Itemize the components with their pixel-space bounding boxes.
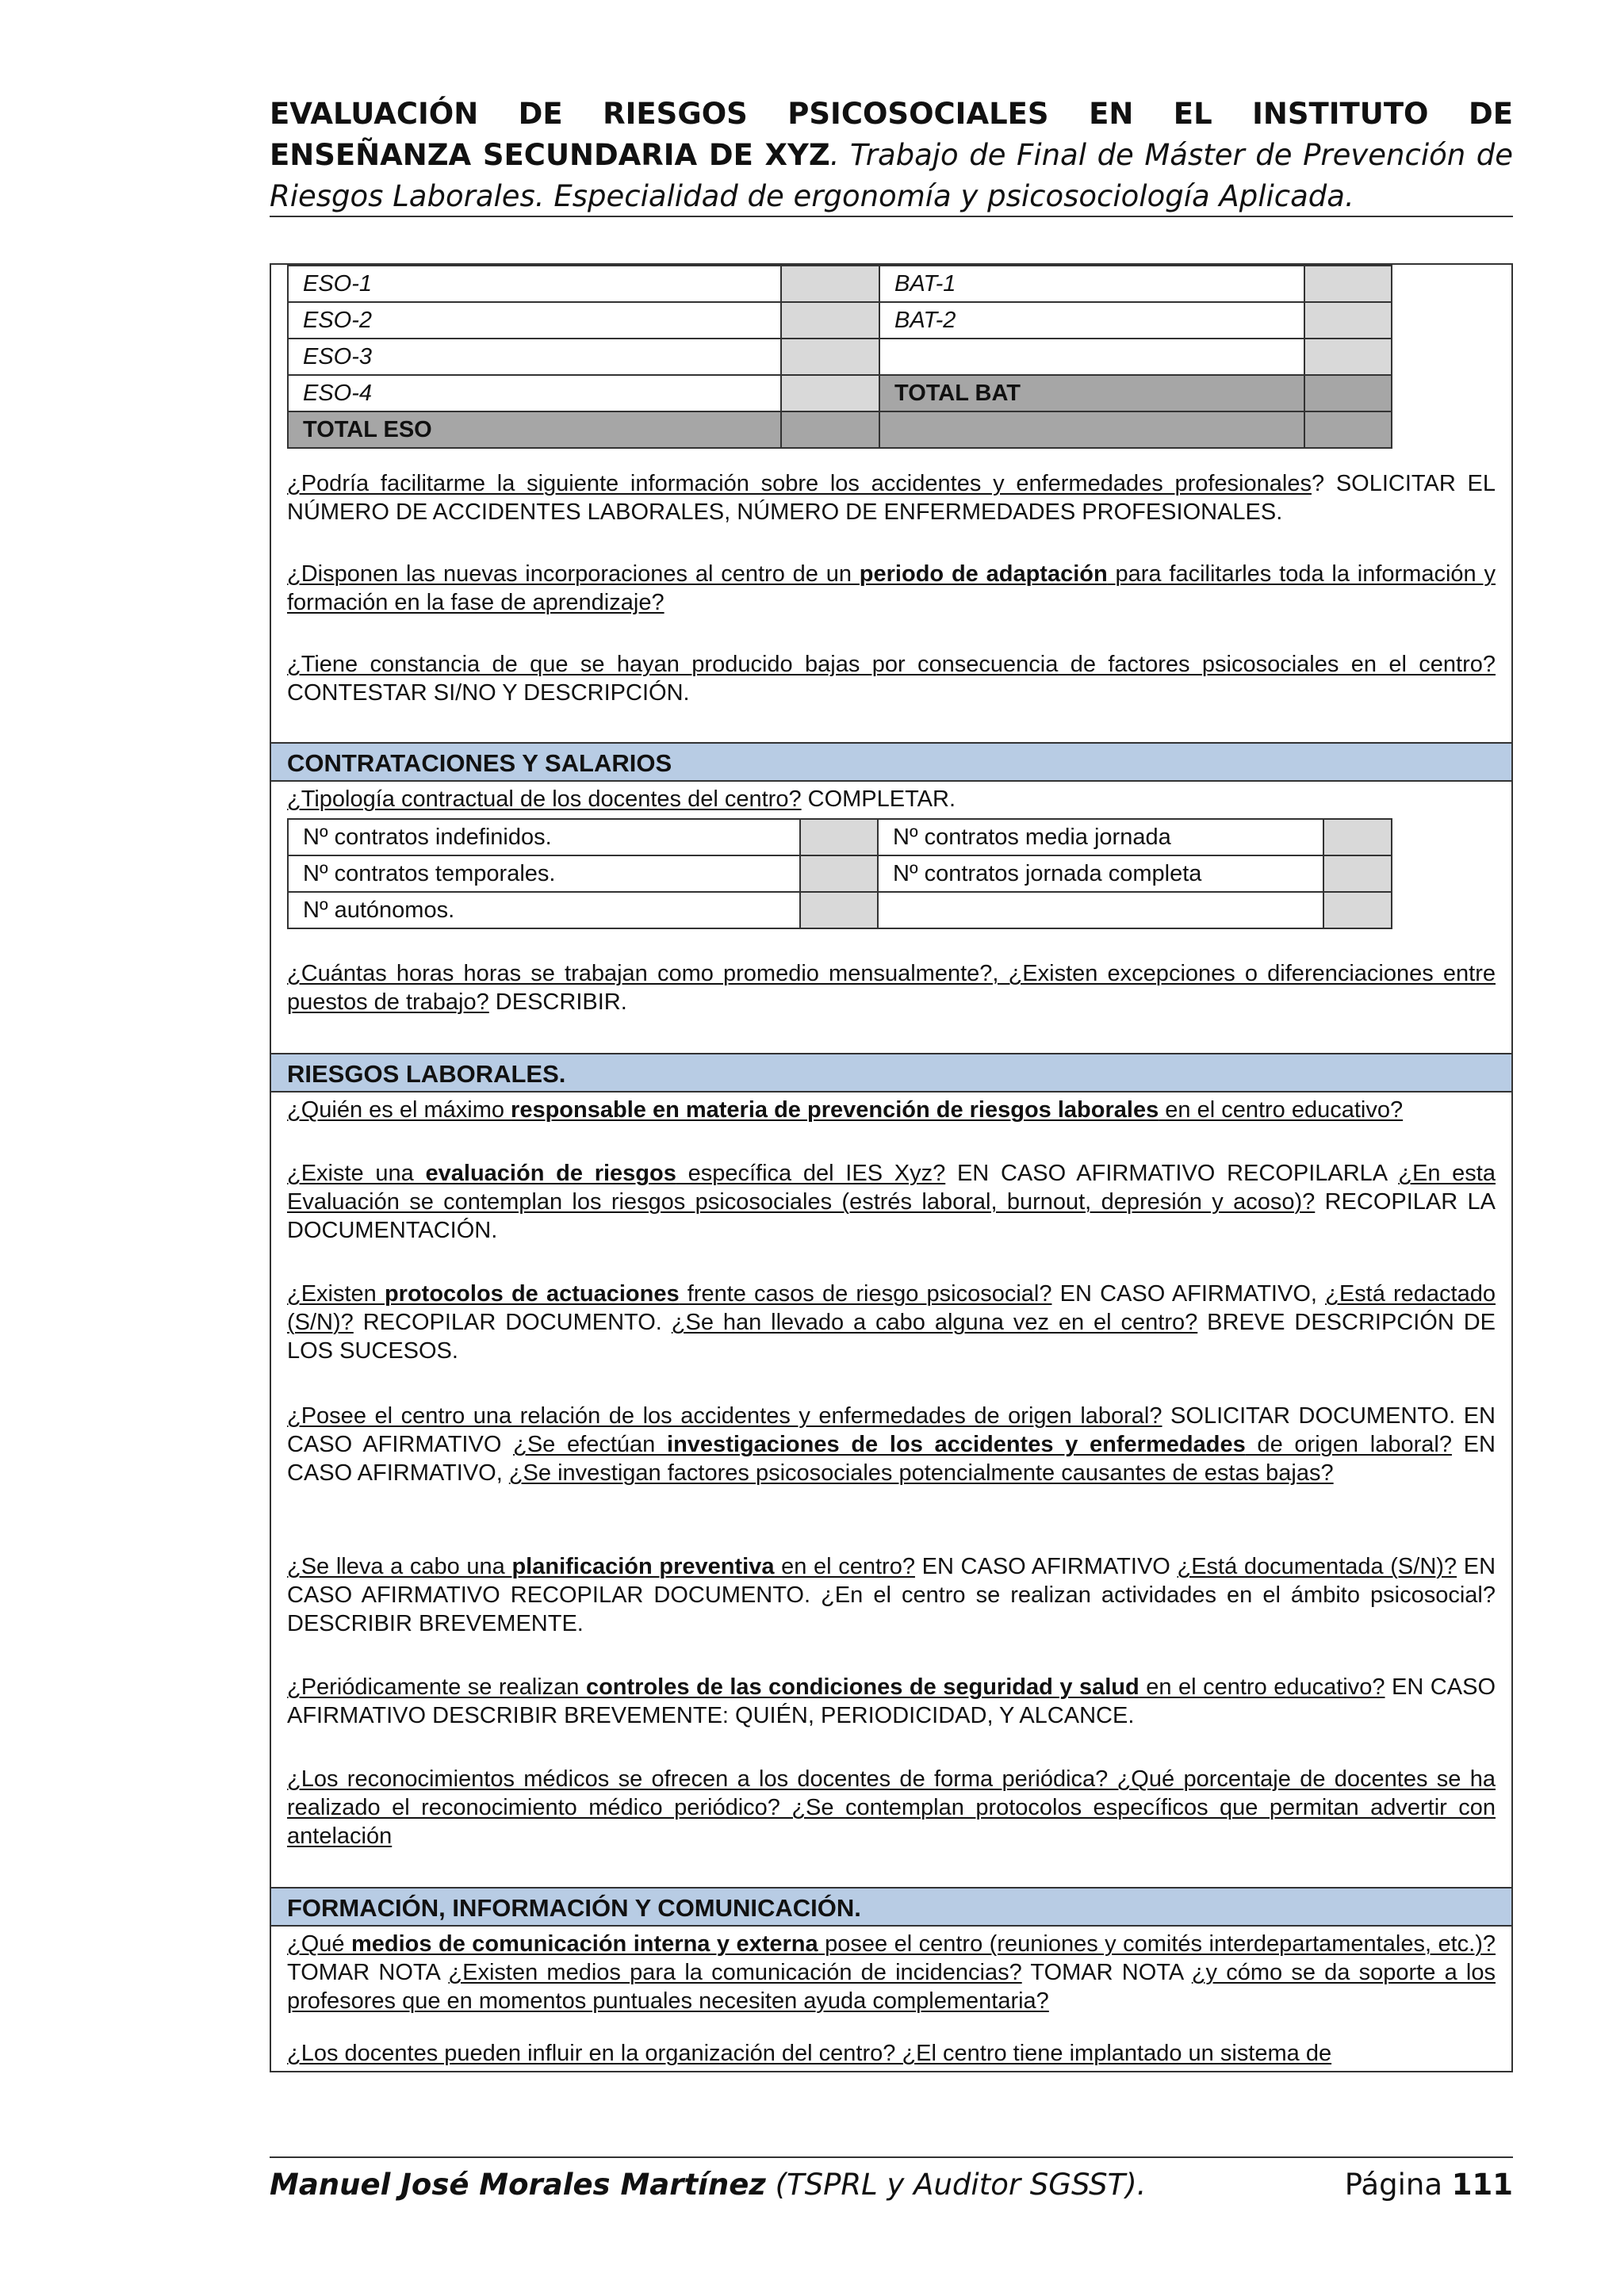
course-label: ESO-1 [288,266,781,302]
table-row [288,892,1392,928]
footer-divider [270,2156,1513,2158]
question-protocolos: ¿Existen protocolos de actuaciones frente casos de riesgo psicosocial? EN CASO AFIRMATIVO, ¿Está redactado (S/N)? RECOPILAR DOCUMENTO. ¿Se han llevado a cabo alguna vez en el centro? BREVE DESCRIPCIÓN DE LOS SUCESOS. [287,1281,1496,1364]
contract-label: Nº contratos jornada completa [878,855,1323,892]
contract-input-cell[interactable] [1323,892,1392,928]
question-responsable: ¿Quién es el máximo responsable en materia de prevención de riesgos laborales en el centro educativo? [287,1097,1404,1123]
contract-input-cell[interactable] [1323,855,1392,892]
contract-input-cell[interactable] [1323,819,1392,855]
question-organizacion: ¿Los docentes pueden influir en la organización del centro? ¿El centro tiene implantado un sistema de [287,2041,1332,2066]
question-planificacion: ¿Se lleva a cabo una planificación preventiva en el centro? EN CASO AFIRMATIVO ¿Está documentada (S/N)? EN CASO AFIRMATIVO RECOPILAR DOCUMENTO. ¿En el centro se realizan actividades en el ámbito psicosocial? DESCRIBIR BREVEMENTE. [287,1554,1496,1636]
contract-input-cell[interactable] [800,855,878,892]
total-eso-label: TOTAL ESO [288,411,781,448]
course-input-cell[interactable] [781,266,879,302]
course-label: BAT-1 [879,266,1304,302]
course-label: ESO-4 [288,375,781,411]
total-eso-cell[interactable] [781,411,879,448]
total-empty-cell [879,411,1304,448]
course-table [287,265,1392,449]
course-label [879,339,1304,375]
contract-label: Nº contratos indefinidos. [288,819,800,855]
question-adaptacion: ¿Disponen las nuevas incorporaciones al centro de un periodo de adaptación para facilitarles toda la información y formación en la fase de aprendizaje? [287,561,1496,615]
contract-input-cell[interactable] [800,892,878,928]
table-row [288,302,1392,339]
table-row [288,375,1392,411]
table-row [288,819,1392,855]
question-evaluacion: ¿Existe una evaluación de riesgos específica del IES Xyz? EN CASO AFIRMATIVO RECOPILARLA ¿En esta Evaluación se contemplan los riesgos psicosociales (estrés laboral, burnout, depresión y acoso)? RECOPILAR LA DOCUMENTACIÓN. [287,1161,1496,1243]
header-subtitle: . Trabajo de Final de Máster de Prevención de Riesgos Laborales. Especialidad de ergonomía y psicosociología Aplicada. [270,138,1513,213]
contract-label [878,892,1323,928]
footer-role: (TSPRL y Auditor SGSST). [765,2168,1147,2202]
total-bat-label: TOTAL BAT [879,375,1304,411]
table-row [288,411,1392,448]
question-reconocimientos: ¿Los reconocimientos médicos se ofrecen a los docentes de forma periódica? ¿Qué porcentaje de docentes se ha realizado el reconocimiento médico periódico? ¿Se contemplan protocolos específicos que permitan advertir con antelación [287,1766,1496,1849]
total-empty-cell [1304,411,1392,448]
total-bat-cell[interactable] [1304,375,1392,411]
course-input-cell[interactable] [1304,266,1392,302]
table-row [288,339,1392,375]
table-row [288,266,1392,302]
course-input-cell[interactable] [1304,339,1392,375]
question-medios-comunicacion: ¿Qué medios de comunicación interna y externa posee el centro (reuniones y comités interdepartamentales, etc.)? TOMAR NOTA ¿Existen medios para la comunicación de incidencias? TOMAR NOTA ¿y cómo se da soporte a los profesores que en momentos puntuales necesiten ayuda complementaria? [287,1931,1496,2014]
question-horas: ¿Cuántas horas horas se trabajan como promedio mensualmente?, ¿Existen excepciones o diferenciaciones entre puestos de trabajo? DESCRIBIR. [287,961,1496,1015]
contract-input-cell[interactable] [800,819,878,855]
course-label: ESO-3 [288,339,781,375]
course-input-cell[interactable] [781,339,879,375]
header-divider [270,216,1513,217]
contract-label: Nº autónomos. [288,892,800,928]
question-relacion-accidentes: ¿Posee el centro una relación de los accidentes y enfermedades de origen laboral? SOLICITAR DOCUMENTO. EN CASO AFIRMATIVO ¿Se efectúan investigaciones de los accidentes y enfermedades de origen laboral? EN CASO AFIRMATIVO, ¿Se investigan factores psicosociales potencialmente causantes de estas bajas? [287,1403,1496,1486]
contract-label: Nº contratos temporales. [288,855,800,892]
question-controles: ¿Periódicamente se realizan controles de las condiciones de seguridad y salud en el centro educativo? EN CASO AFIRMATIVO DESCRIBIR BREVEMENTE: QUIÉN, PERIODICIDAD, Y ALCANCE. [287,1674,1496,1728]
section-riesgos: RIESGOS LABORALES. [271,1053,1511,1093]
course-label: ESO-2 [288,302,781,339]
contract-table [287,818,1392,929]
page-number: Página 111 [1344,2168,1513,2202]
table-row [288,855,1392,892]
course-input-cell[interactable] [1304,302,1392,339]
course-input-cell[interactable] [781,302,879,339]
course-label: BAT-2 [879,302,1304,339]
running-header [270,94,1513,217]
footer-author: Manuel José Morales Martínez [270,2168,766,2202]
section-contrataciones: CONTRATACIONES Y SALARIOS [271,742,1511,782]
page-footer [270,2163,1513,2207]
header-title: EVALUACIÓN DE RIESGOS PSICOSOCIALES EN EL INSTITUTO DE ENSEÑANZA SECUNDARIA DE XYZ [270,97,1513,172]
question-accidentes: ¿Podría facilitarme la siguiente información sobre los accidentes y enfermedades profesionales? SOLICITAR EL NÚMERO DE ACCIDENTES LABORALES, NÚMERO DE ENFERMEDADES PROFESIONALES. [287,471,1496,525]
section-formacion: FORMACIÓN, INFORMACIÓN Y COMUNICACIÓN. [271,1887,1511,1927]
questionnaire-frame [270,263,1513,2072]
contract-label: Nº contratos media jornada [878,819,1323,855]
question-bajas: ¿Tiene constancia de que se hayan producido bajas por consecuencia de factores psicosociales en el centro? CONTESTAR SI/NO Y DESCRIPCIÓN. [287,652,1496,706]
course-input-cell[interactable] [781,375,879,411]
question-tipologia: ¿Tipología contractual de los docentes del centro? COMPLETAR. [287,786,956,812]
